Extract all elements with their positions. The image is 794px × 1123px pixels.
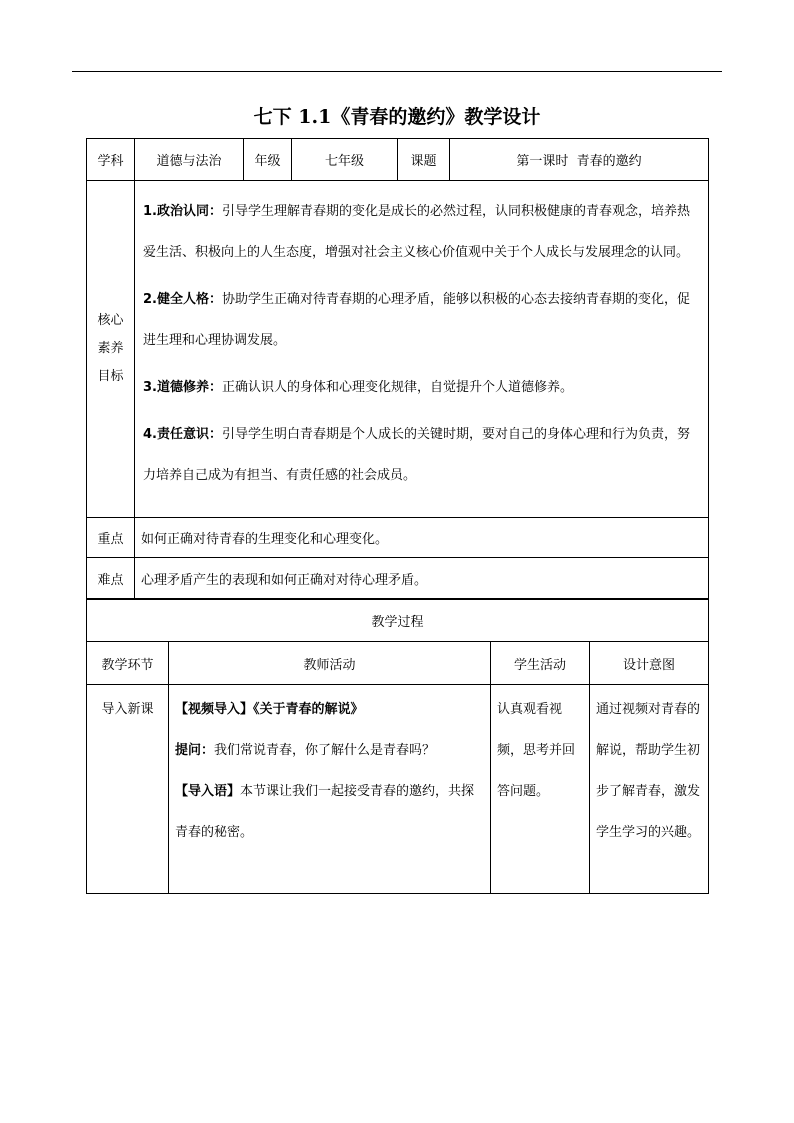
goal-item	[143, 367, 700, 408]
header-rule	[72, 71, 722, 72]
teacher-line	[175, 771, 484, 853]
teacher-line-head: 【视频导入】《关于青春的解说》	[175, 702, 364, 717]
difficulty-text: 心理矛盾产生的表现和如何正确对对待心理矛盾。	[135, 558, 709, 600]
key-point-label: 重点	[87, 518, 135, 558]
teaching-process-table	[86, 598, 709, 894]
goals-label-line: 核心	[97, 313, 124, 328]
column-header: 教师活动	[169, 642, 491, 685]
goals-label-line: 素养	[97, 341, 124, 356]
teacher-line	[175, 689, 484, 730]
goals-label	[87, 181, 135, 518]
goal-item	[143, 414, 700, 496]
goal-text: 协助学生正确对待青春期的心理矛盾，能够以积极的心态去接纳青春期的变化，促进生理和心理协调发展。	[143, 292, 690, 348]
teacher-line-head: 提问：	[175, 743, 215, 758]
column-header: 教学环节	[87, 642, 169, 685]
teacher-line-text: 我们常说青春，你了解什么是青春吗？	[214, 743, 436, 758]
goal-item	[143, 279, 700, 361]
goals-label-line: 目标	[97, 369, 124, 384]
goal-head: 4.责任意识：	[143, 427, 222, 442]
teacher-line-head: 【导入语】	[175, 784, 241, 799]
difficulty-label: 难点	[87, 558, 135, 600]
goal-text: 正确认识人的身体和心理变化规律，自觉提升个人道德修养。	[221, 380, 573, 395]
document-title: 七下 1.1《青春的邀约》教学设计	[253, 106, 541, 128]
column-header: 设计意图	[590, 642, 709, 685]
design-intent-cell: 通过视频对青春的解说，帮助学生初步了解青春，激发学生学习的兴趣。	[590, 685, 709, 894]
goal-text: 引导学生理解青春期的变化是成长的必然过程，认同积极健康的青春观念，培养热爱生活、积极向上的人生态度，增强对社会主义核心价值观中关于个人成长与发展理念的认同。	[143, 204, 690, 260]
student-activity-cell: 认真观看视频，思考并回答问题。	[491, 685, 590, 894]
grade-label: 年级	[244, 139, 292, 181]
lesson-info-table	[86, 138, 709, 600]
teacher-line	[175, 730, 484, 771]
goal-item	[143, 191, 700, 273]
grade-value: 七年级	[292, 139, 398, 181]
process-heading-row	[87, 599, 709, 642]
subject-value: 道德与法治	[135, 139, 244, 181]
column-header: 学生活动	[491, 642, 590, 685]
process-heading: 教学过程	[87, 599, 709, 642]
goal-head: 3.道德修养：	[143, 380, 222, 395]
goal-head: 2.健全人格：	[143, 292, 222, 307]
goals-content	[135, 181, 709, 518]
teacher-activity-cell	[169, 685, 491, 894]
goal-text: 引导学生明白青春期是个人成长的关键时期，要对自己的身体心理和行为负责，努力培养自己成为有担当、有责任感的社会成员。	[143, 427, 690, 483]
teacher-line-text: 本节课让我们一起接受青春的邀约，共探青春的秘密。	[175, 784, 475, 840]
difficulty-row	[87, 558, 709, 600]
goal-head: 1.政治认同：	[143, 204, 222, 219]
process-header-row	[87, 642, 709, 685]
process-row	[87, 685, 709, 894]
info-row	[87, 139, 709, 181]
stage-cell: 导入新课	[87, 685, 169, 894]
topic-label: 课题	[398, 139, 450, 181]
key-point-row	[87, 518, 709, 558]
subject-label: 学科	[87, 139, 135, 181]
topic-value: 第一课时 青春的邀约	[450, 139, 709, 181]
key-point-text: 如何正确对待青春的生理变化和心理变化。	[135, 518, 709, 558]
goals-row	[87, 181, 709, 518]
